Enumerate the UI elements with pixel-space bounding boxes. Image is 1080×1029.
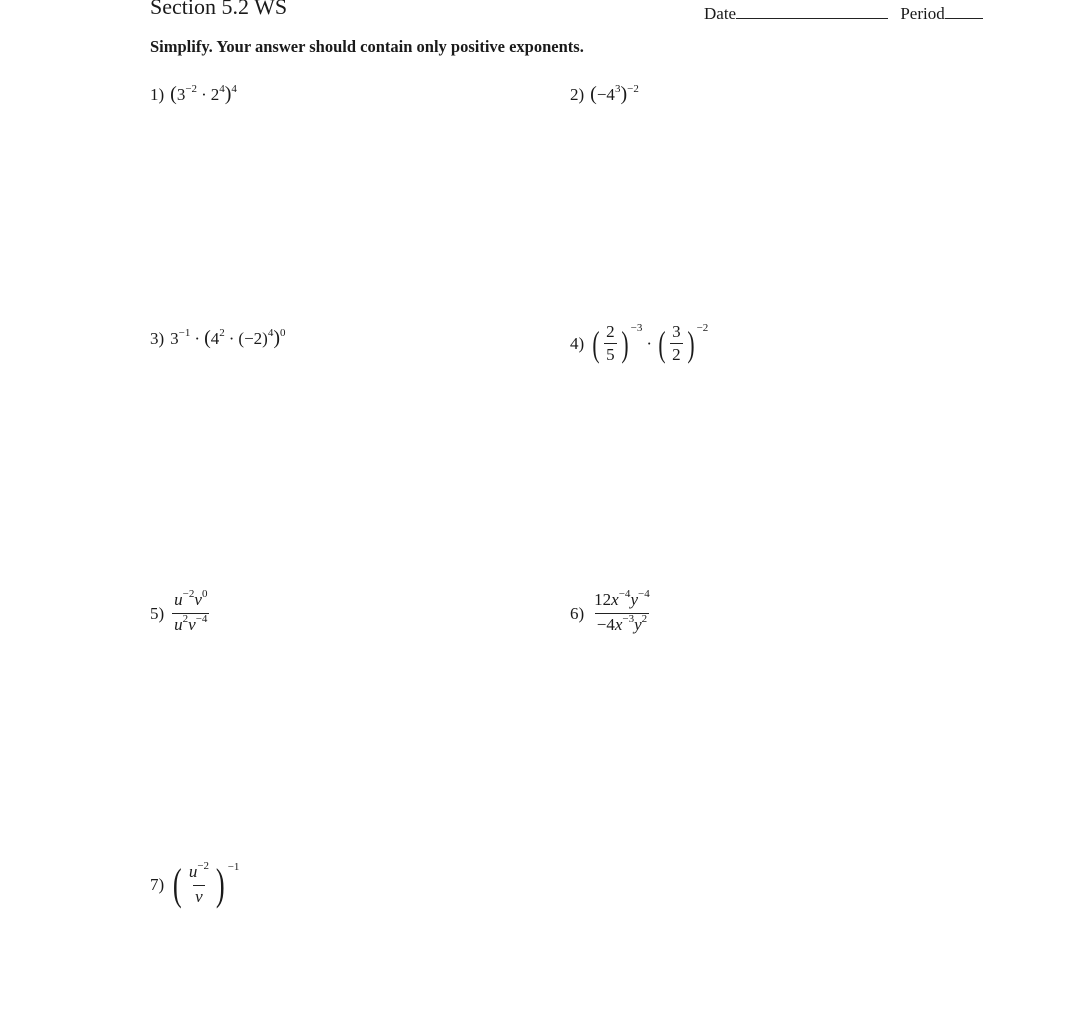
period-blank [945, 1, 983, 19]
exponent: −3 [622, 613, 635, 625]
problem-6 [570, 590, 654, 637]
exponent: −1 [227, 860, 240, 873]
problem-number: 7) [150, 874, 165, 894]
period-label: Period [900, 4, 945, 23]
problem-number: 5) [150, 603, 165, 623]
exponent: 0 [201, 588, 208, 600]
exponent: 2 [219, 327, 225, 339]
problem-7: 7) ( $\frac{u^{-2}}{v}$ ) $^{-1}$ [150, 862, 239, 907]
denominator: 5 [606, 345, 615, 364]
exponent: 3 [614, 83, 621, 95]
exponent: −2 [627, 83, 639, 95]
fraction [187, 862, 211, 907]
problem-number: 1) [150, 85, 165, 104]
problem-3: 3) $3^{-1} \cdot (4^2 \cdot (-2)^4)^0$ [150, 327, 286, 349]
variable: x [614, 615, 623, 634]
date-label: Date [704, 4, 737, 23]
base: 3 [176, 85, 186, 104]
exponent: 4 [231, 83, 237, 95]
numerator: 2 [606, 322, 615, 341]
variable: u [174, 590, 183, 609]
variable: u [188, 862, 198, 881]
worksheet-title: Section 5.2 WS [150, 0, 288, 19]
exponent: −2 [696, 321, 709, 334]
base: −4 [596, 85, 615, 104]
exponent: −2 [182, 588, 195, 600]
problem-number: 3) [150, 329, 165, 348]
instructions: Simplify. Your answer should contain only positive exponents. [150, 37, 584, 56]
exponent: −4 [637, 588, 650, 600]
problem-5 [150, 590, 211, 637]
exponent: 4 [219, 83, 225, 95]
exponent: −4 [195, 613, 208, 625]
exponent: 4 [267, 327, 274, 339]
fraction [172, 590, 209, 637]
variable: x [611, 590, 619, 609]
problem-1: 1) $(3^{-2} \cdot 2^4)^4$ [150, 83, 237, 105]
variable: v [188, 615, 196, 634]
exponent: 2 [182, 613, 189, 625]
coefficient: 12 [594, 590, 612, 609]
exponent: 2 [641, 613, 648, 625]
date-period-line [704, 1, 983, 24]
exponent: 0 [280, 327, 286, 339]
variable: v [194, 590, 202, 609]
date-blank [736, 1, 888, 19]
problem-number: 4) [570, 333, 585, 353]
base: 2 [210, 85, 220, 104]
problem-2: 2) $(-4^3)^{-2}$ [570, 83, 639, 105]
fraction [670, 322, 683, 365]
numerator: 3 [672, 322, 681, 341]
problem-4: 4) ( $\frac{2}{5}$ ) $^{-3}$ · ( $\frac{3}{2}$ ) $^{-2}$ [570, 322, 708, 365]
fraction [604, 322, 617, 365]
variable: y [634, 615, 642, 634]
exponent: −2 [197, 860, 210, 872]
exponent: −4 [618, 588, 631, 600]
denominator: 2 [672, 345, 681, 364]
exponent: −1 [178, 327, 191, 339]
exponent: −2 [185, 83, 198, 95]
base: −2 [244, 329, 263, 348]
variable: v [195, 887, 203, 906]
base: 4 [210, 329, 220, 348]
problem-number: 6) [570, 603, 585, 623]
problem-number: 2) [570, 85, 585, 104]
fraction [592, 590, 652, 637]
variable: y [630, 590, 638, 609]
base: 3 [170, 329, 179, 348]
coefficient: −4 [596, 615, 615, 634]
exponent: −3 [630, 321, 643, 334]
variable: u [174, 615, 183, 634]
